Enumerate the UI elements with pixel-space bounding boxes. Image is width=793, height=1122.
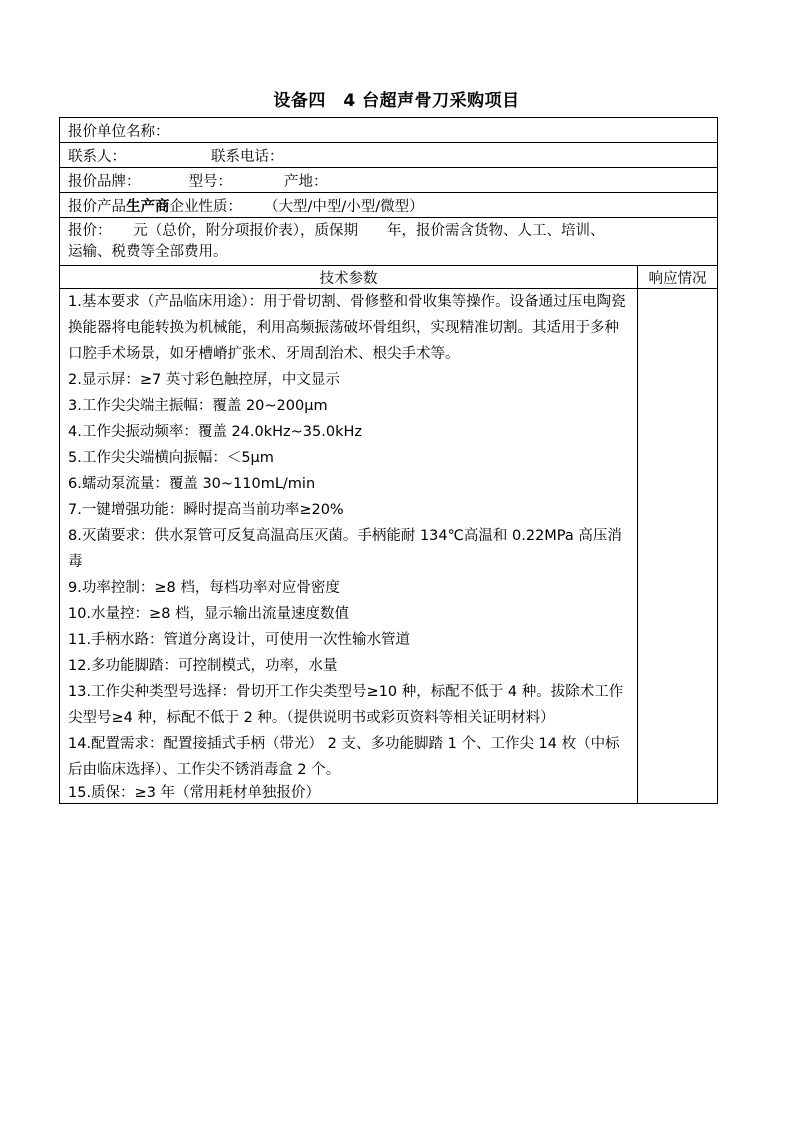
model-label: 型号： [188, 173, 232, 190]
origin-label: 产地： [284, 173, 328, 190]
spec-item: 8.灭菌要求：供水泵管可反复高温高压灭菌。手柄能耐 134℃高温和 0.22MPa 高压消毒 [68, 528, 622, 570]
unit-cell [60, 118, 718, 143]
unit-label: 报价单位名称： [68, 123, 170, 140]
spec-item: 3.工作尖尖端主振幅：覆盖 20~200μm [68, 398, 328, 414]
contact-row [60, 143, 718, 168]
brand-cell [60, 168, 718, 193]
spec-item: 4.工作尖振动频率：覆盖 24.0kHz~35.0kHz [68, 424, 362, 440]
spec-item: 1.基本要求（产品临床用途）：用于骨切割、骨修整和骨收集等操作。设备通过压电陶瓷换能器将电能转换为机械能，利用高频振荡破坏骨组织，实现精准切割。其适用于多种口腔手术场景，如牙槽嵴扩张术、牙周刮治术、根尖手术等。 [68, 294, 626, 362]
spec-item: 7.一键增强功能：瞬时提高当前功率≥20% [68, 502, 344, 518]
spec-item: 9.功率控制：≥8 档，每档功率对应骨密度 [68, 580, 340, 596]
quote-line-2: 运输、税费等全部费用。 [68, 243, 228, 260]
brand-label: 报价品牌： [68, 173, 141, 190]
tech-header: 技术参数 [60, 266, 638, 289]
response-cell[interactable] [638, 289, 718, 804]
producer-options: （大型/中型/小型/微型） [264, 198, 424, 215]
spec-item: 10.水量控：≥8 档，显示输出流量速度数值 [68, 606, 350, 622]
producer-row [60, 193, 718, 218]
quote-cell [60, 218, 718, 266]
spec-item: 6.蠕动泵流量：覆盖 30~110mL/min [68, 476, 316, 492]
phone-label: 联系电话： [211, 148, 284, 165]
unit-row [60, 118, 718, 143]
brand-row [60, 168, 718, 193]
tech-params-cell [60, 289, 638, 804]
spec-item: 12.多功能脚踏：可控制模式，功率，水量 [68, 658, 338, 674]
producer-suffix: 企业性质： [169, 198, 242, 215]
spec-item: 13.工作尖种类型号选择：骨切开工作尖类型号≥10 种，标配不低于 4 种。拔除术工作尖型号≥4 种，标配不低于 2 种。（提供说明书或彩页资料等相关证明材料） [68, 684, 624, 726]
producer-cell [60, 193, 718, 218]
quote-row [60, 218, 718, 266]
procurement-form-table [59, 117, 718, 804]
spec-body-row [60, 289, 718, 804]
contact-cell [60, 143, 718, 168]
spec-item: 11.手柄水路：管道分离设计，可使用一次性输水管道 [68, 632, 411, 648]
spec-item: 2.显示屏：≥7 英寸彩色触控屏，中文显示 [68, 372, 340, 388]
producer-bold: 生产商 [126, 198, 170, 215]
spec-item: 14.配置需求：配置接插式手柄（带光） 2 支、多功能脚踏 1 个、工作尖 14 枚（中标后由临床选择）、工作尖不锈消毒盒 2 个。 [68, 736, 620, 778]
quote-line-1: 报价： 元（总价，附分项报价表），质保期 年，报价需含货物、人工、培训、 [68, 222, 605, 239]
spec-item: 5.工作尖尖端横向振幅：＜5μm [68, 450, 274, 466]
contact-label: 联系人： [68, 148, 126, 165]
spec-item: 15.质保：≥3 年（常用耗材单独报价） [68, 785, 321, 801]
spec-header-row [60, 266, 718, 289]
response-header: 响应情况 [638, 266, 718, 289]
page-title: 设备四 4 台超声骨刀采购项目 [273, 91, 520, 111]
producer-prefix: 报价产品 [68, 198, 126, 215]
